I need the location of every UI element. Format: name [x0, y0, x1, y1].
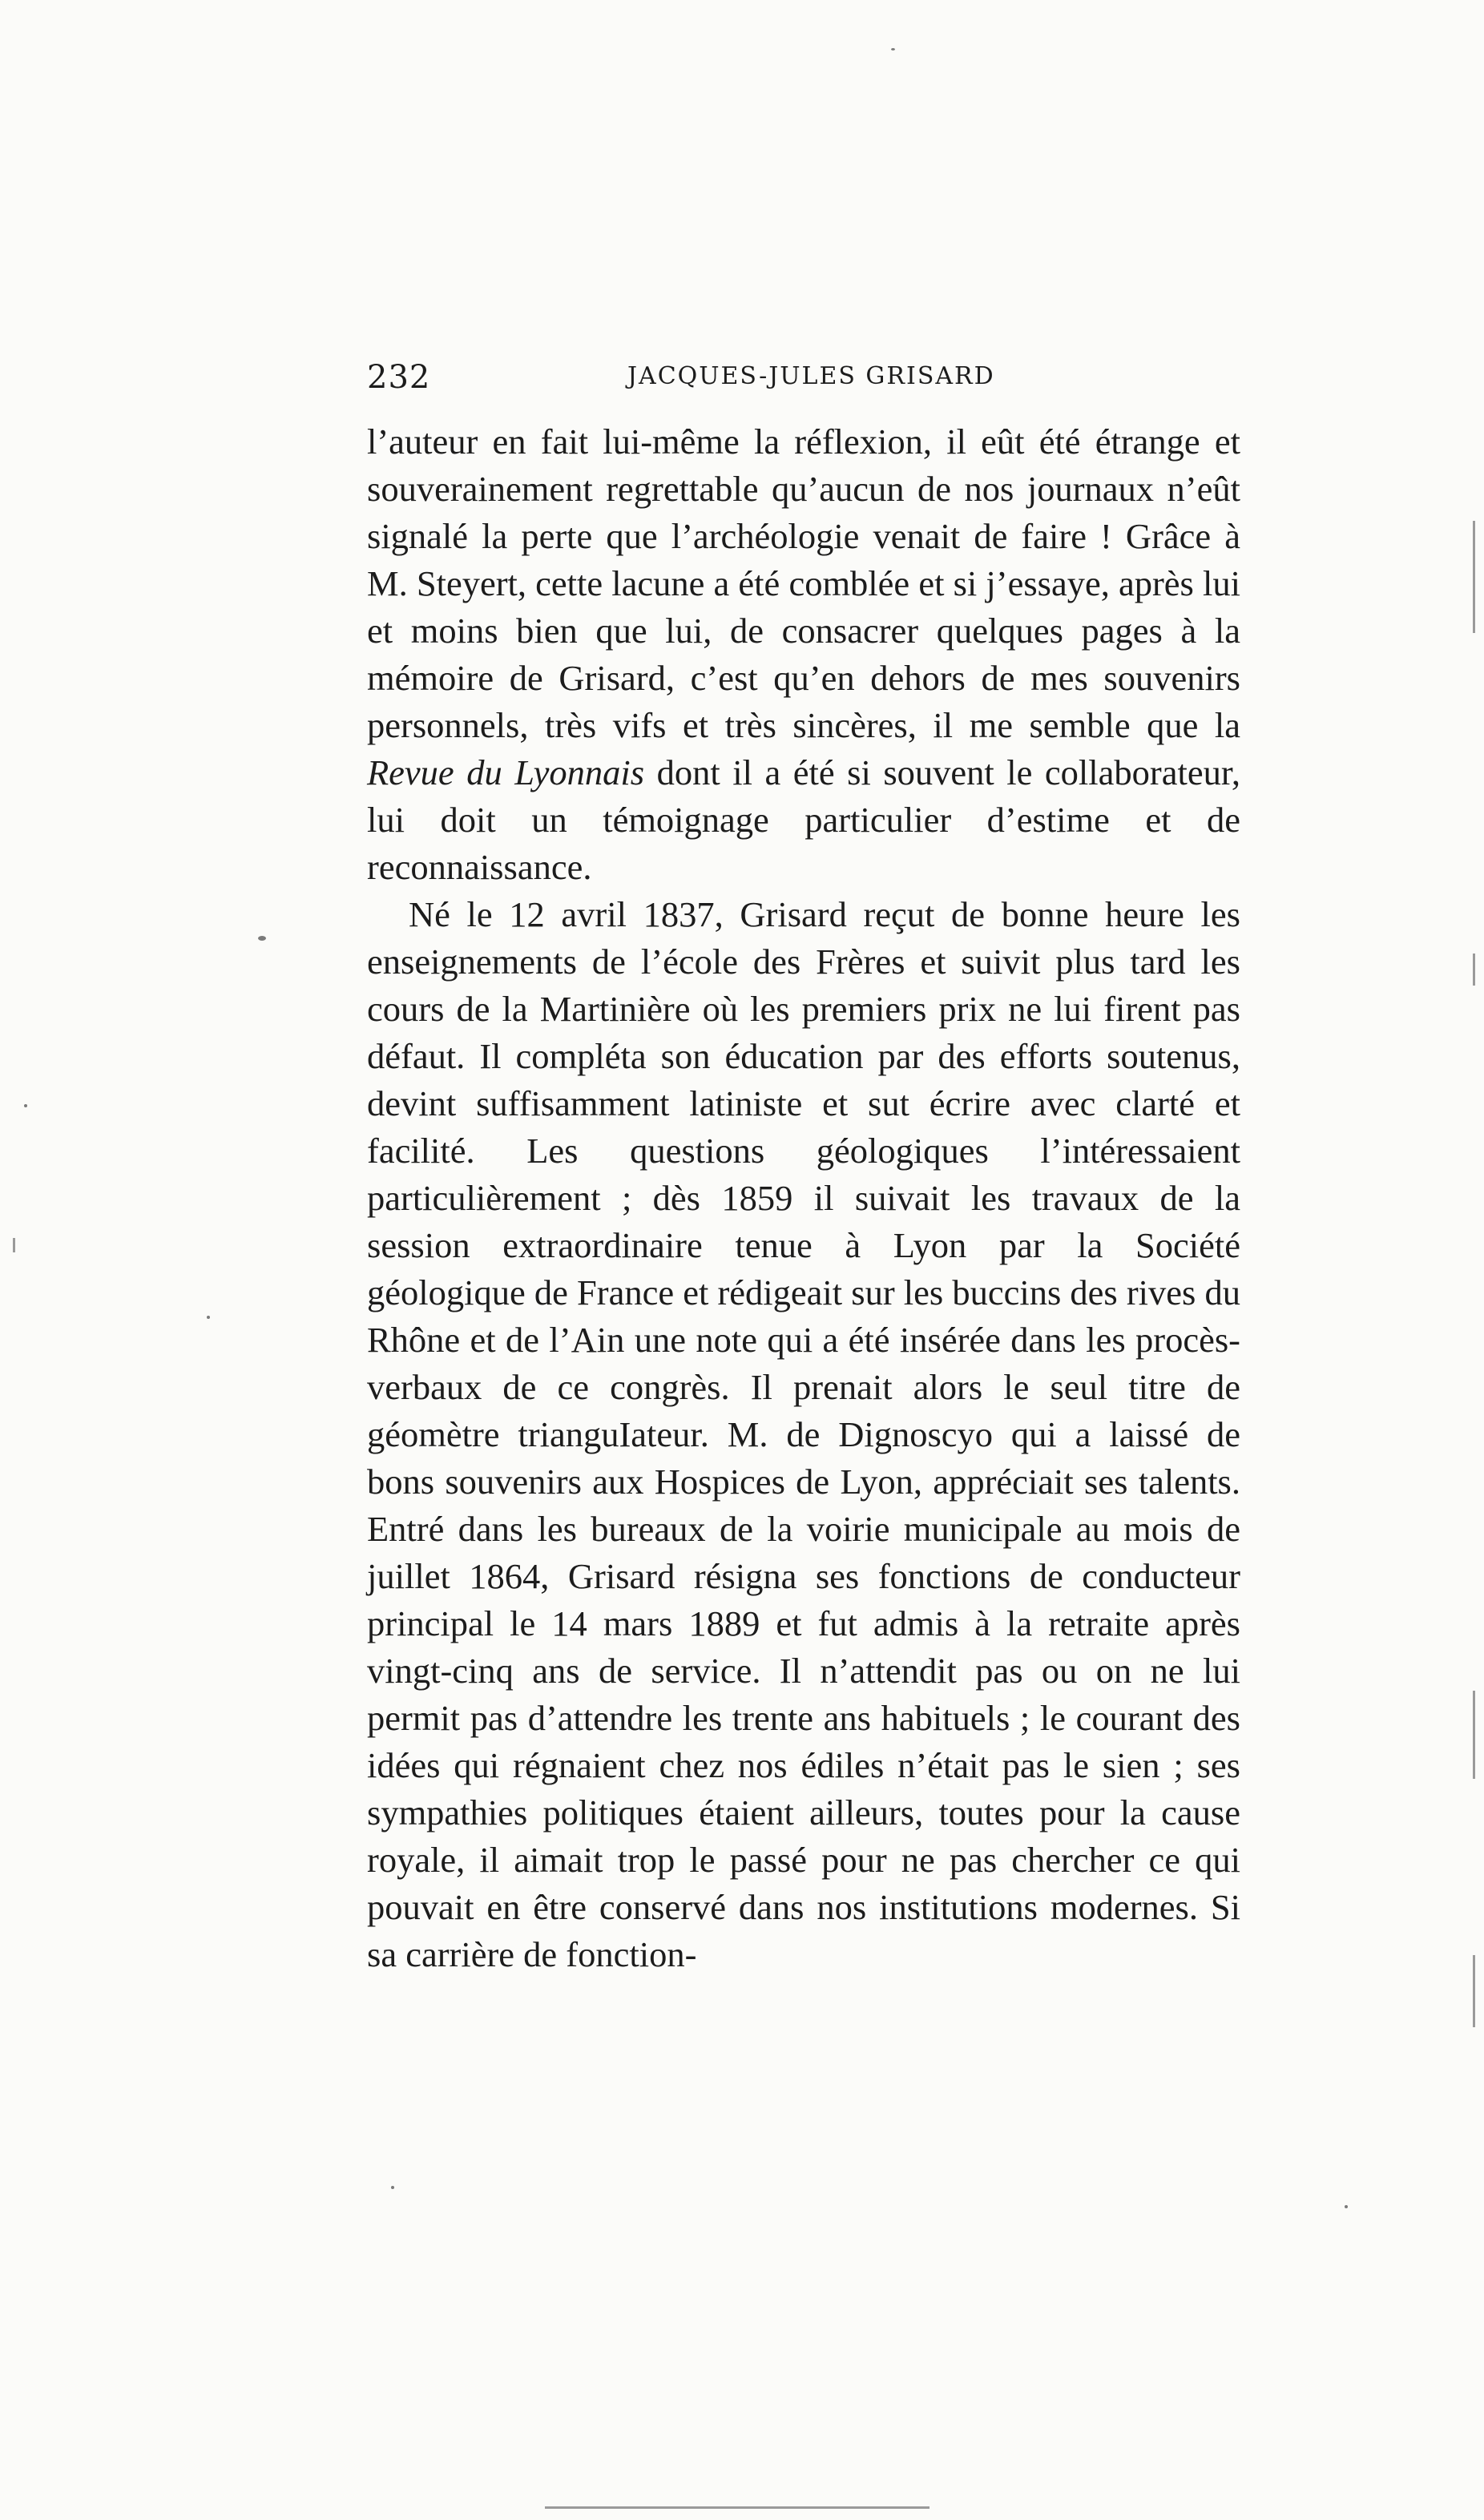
body-text	[367, 418, 1240, 1978]
scan-edge-mark	[1473, 1691, 1475, 1779]
scan-edge-mark	[1473, 1955, 1475, 2027]
paragraph-1-text-start: l’auteur en fait lui-même la réflexion, il eût été étrange et souverainement regrettable qu’aucun de nos journaux n’eût signalé la perte que l’archéologie venait de faire ! Grâce à M. Steyert, cette lacune a été comblée et si j’essaye, après lui et moins bien que lui, de consacrer quelques pages à la mémoire de Grisard, c’est qu’en dehors de mes souvenirs personnels, très vifs et très sincères, il me semble que la	[367, 421, 1240, 745]
scan-speck	[207, 1316, 210, 1319]
scan-speck	[1345, 2205, 1348, 2208]
paragraph-2: Né le 12 avril 1837, Grisard reçut de bonne heure les enseignements de l’école des Frères et suivit plus tard les cours de la Martinière où les premiers prix ne lui firent pas défaut. Il compléta son éducation par des efforts soutenus, devint suffisamment latiniste et sut écrire avec clarté et facilité. Les questions géologiques l’intéressaient particulièrement ; dès 1859 il suivait les travaux de la session extraordinaire tenue à Lyon par la Société géologique de France et rédigeait sur les buccins des rives du Rhône et de l’Ain une note qui a été insérée dans les procès-verbaux de ce congrès. Il prenait alors le seul titre de géomètre trianguIateur. M. de Dignoscyo qui a laissé de bons souvenirs aux Hospices de Lyon, appréciait ses talents. Entré dans les bureaux de la voirie municipale au mois de juillet 1864, Grisard résigna ses fonctions de conducteur principal le 14 mars 1889 et fut admis à la retraite après vingt-cinq ans de service. Il n’attendit pas ou on ne lui permit pas d’attendre les trente ans habituels ; le courant des idées qui régnaient chez nos édiles n’était pas le sien ; ses sympathies politiques étaient ailleurs, toutes pour la cause royale, il aimait trop le passé pour ne pas chercher ce qui pouvait en être conservé dans nos institutions modernes. Si sa carrière de fonction-	[367, 894, 1240, 1974]
scan-speck	[24, 1104, 27, 1107]
paragraph-1-text-end: dont il a été si souvent le collaborateur, lui doit un témoignage particulier d’estime et de reconnaissance.	[367, 752, 1241, 887]
scan-edge-mark	[13, 1238, 15, 1252]
scan-speck	[391, 2186, 394, 2189]
journal-title-italic: Revue du Lyonnais	[367, 752, 645, 792]
scan-speck	[258, 936, 266, 941]
running-title: JACQUES-JULES GRISARD	[627, 362, 995, 390]
scan-edge-mark	[1473, 521, 1475, 633]
page-number: 232	[367, 359, 431, 396]
running-head	[367, 359, 1248, 407]
scan-edge-mark	[1473, 954, 1475, 986]
scan-edge-mark	[545, 2506, 930, 2509]
paragraph-1	[367, 418, 1240, 891]
scan-speck	[891, 48, 895, 50]
